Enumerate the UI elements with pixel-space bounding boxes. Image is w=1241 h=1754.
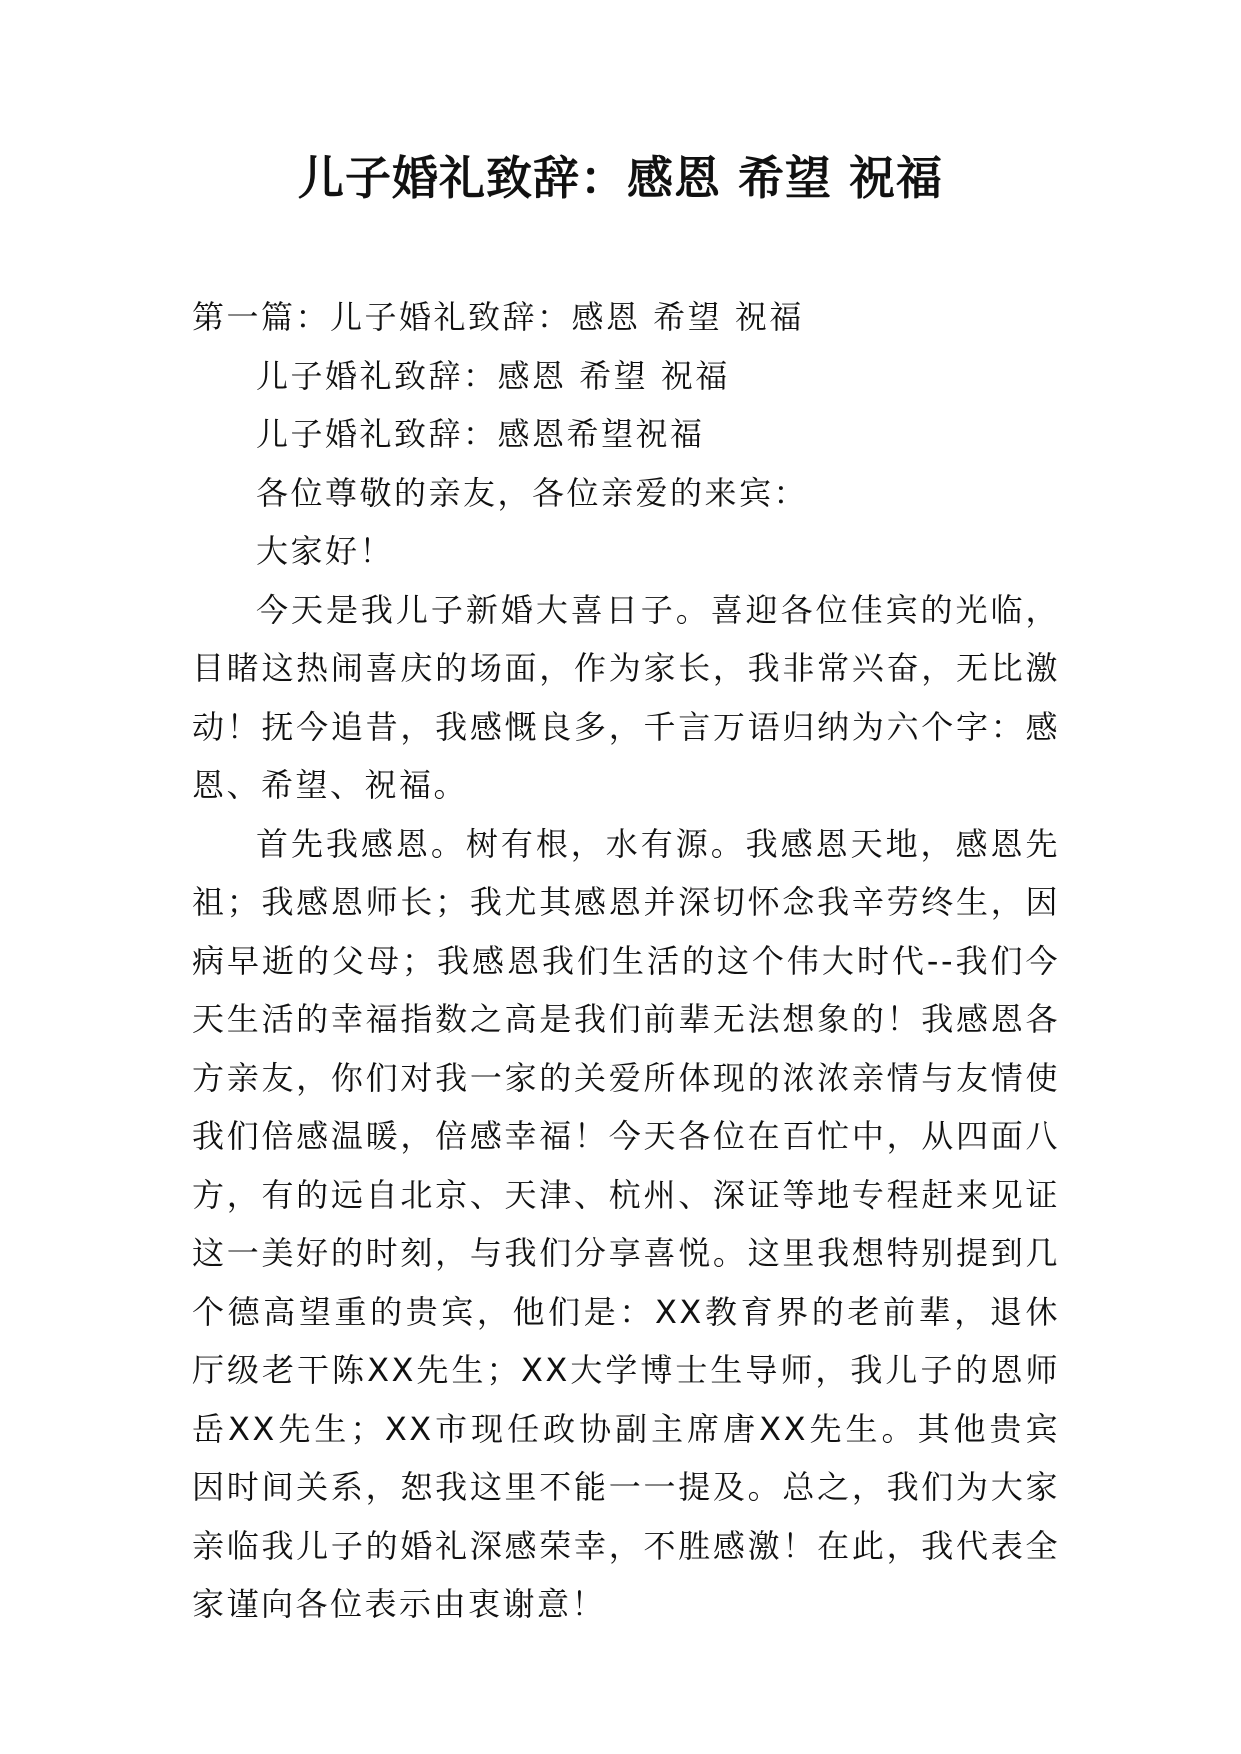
document-title: 儿子婚礼致辞：感恩 希望 祝福 [297,151,944,205]
subtitle-line: 儿子婚礼致辞：感恩希望祝福 [256,415,705,453]
body-paragraph: 首先我感恩。树有根，水有源。我感恩天地，感恩先祖；我感恩师长；我尤其感恩并深切怀念我辛劳终生，因病早逝的父母；我感恩我们生活的这个伟大时代--我们今天生活的幸福指数之高是我们前辈无法想象的！我感恩各方亲友，你们对我一家的关爱所体现的浓浓亲情与友情使我们倍感温暖，倍感幸福！今天各位在百忙中，从四面八方，有的远自北京、天津、杭州、深证等地专程赶来见证这一美好的时刻，与我们分享喜悦。这里我想特别提到几个德高望重的贵宾，他们是：XX教育界的老前辈，退休厅级老干陈XX先生；XX大学博士生导师，我儿子的恩师岳XX先生；XX市现任政协副主席唐XX先生。其他贵宾因时间关系，恕我这里不能一一提及。总之，我们为大家亲临我儿子的婚礼深感荣幸，不胜感激！在此，我代表全家谨向各位表示由衷谢意！ [192,824,1060,1623]
greeting: 大家好！ [256,532,395,570]
section-heading: 第一篇：儿子婚礼致辞：感恩 希望 祝福 [192,298,804,336]
salutation: 各位尊敬的亲友，各位亲爱的来宾： [256,473,809,512]
subtitle-line: 儿子婚礼致辞：感恩 希望 祝福 [256,356,730,395]
body-paragraph: 今天是我儿子新婚大喜日子。喜迎各位佳宾的光临，目睹这热闹喜庆的场面，作为家长，我非常兴奋，无比激动！抚今追昔，我感慨良多，千言万语归纳为六个字：感恩、希望、祝福。 [192,590,1060,804]
document-body [192,288,1060,1634]
